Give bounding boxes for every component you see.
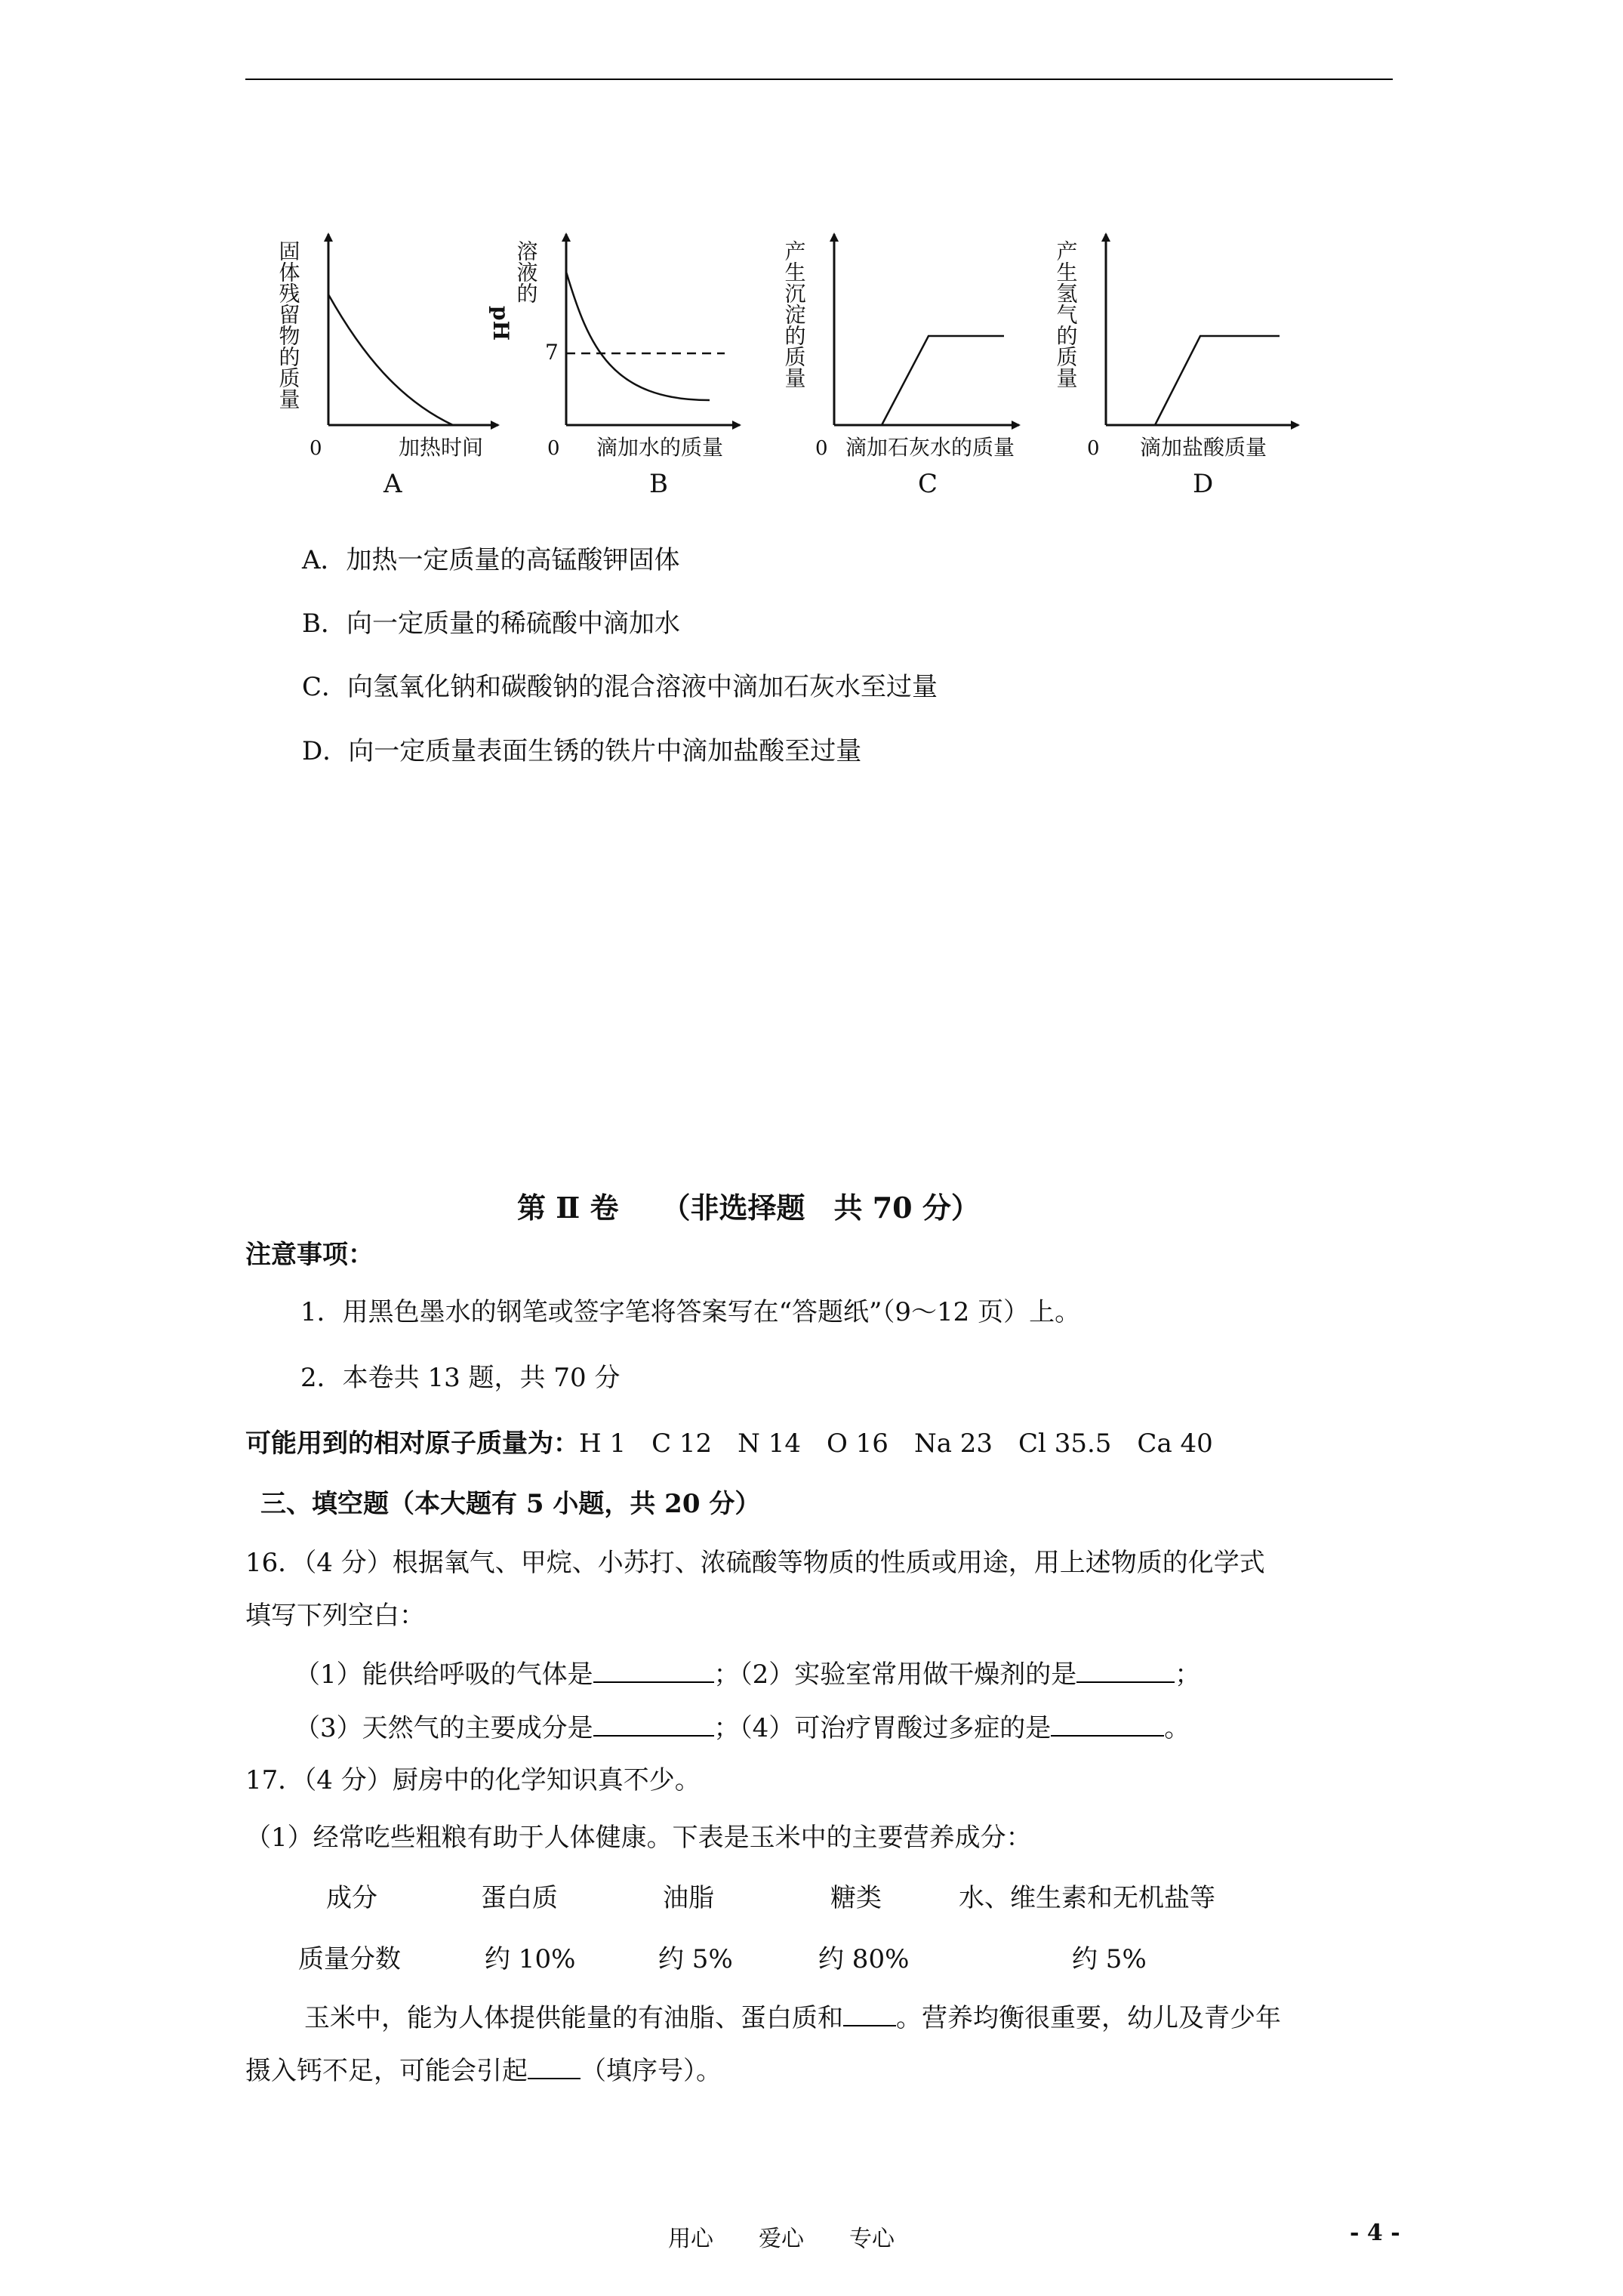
table-value-3: 约 80% [818, 1944, 910, 1974]
table-header-3: 糖类 [830, 1883, 882, 1913]
graph-d-origin: 0 [1087, 437, 1100, 460]
graph-b-ylabel-part1: 溶液的 [513, 240, 539, 304]
graph-c-ylabel: 产生沉淀的质量 [781, 240, 807, 388]
q16-line-2: （3）天然气的主要成分是 ；（4）可治疗胃酸过多症的是 。 [294, 1713, 1190, 1743]
q17-line-2: 摄入钙不足，可能会引起 （填序号）。 [245, 2056, 722, 2086]
graph-c-xlabel: 滴加石灰水的质量 [845, 435, 1015, 460]
table-value-0: 质量分数 [298, 1944, 401, 1974]
graph-a-xlabel: 加热时间 [399, 435, 484, 460]
footer-motto: 用心 爱心 专心 [668, 2226, 895, 2252]
table-header-0: 成分 [326, 1883, 377, 1913]
graph-a-letter: A [383, 469, 402, 499]
option-a: A．加热一定质量的高锰酸钾固体 [302, 545, 680, 575]
graph-c-line [882, 336, 1004, 425]
notice-2: 2．本卷共 13 题，共 70 分 [300, 1363, 621, 1393]
table-header-4: 水、维生素和无机盐等 [959, 1883, 1215, 1913]
section-title: 第 Ⅱ 卷 （非选择题 共 70 分） [517, 1191, 980, 1225]
answer-blank-6[interactable] [528, 2055, 581, 2079]
graph-b-letter: B [649, 469, 668, 499]
part3-heading: 三、填空题（本大题有 5 小题，共 20 分） [260, 1489, 761, 1519]
atomic-mass-label: 可能用到的相对原子质量为： [245, 1428, 579, 1459]
graph-d-line [1155, 336, 1280, 425]
graphs-figure [257, 219, 1344, 510]
graph-a-origin: 0 [310, 437, 322, 460]
table-value-2: 约 5% [658, 1944, 733, 1974]
option-c: C．向氢氧化钠和碳酸钠的混合溶液中滴加石灰水至过量 [302, 672, 938, 702]
answer-blank-1[interactable] [593, 1659, 714, 1683]
graph-b-xlabel: 滴加水的质量 [596, 435, 724, 460]
notice-1: 1．用黑色墨水的钢笔或签字笔将答案写在“答题纸”（9～12 页）上。 [300, 1297, 1081, 1327]
graph-b-mark: 7 [545, 340, 559, 365]
q17-stem: 17．（4 分）厨房中的化学知识真不少。 [245, 1765, 701, 1795]
q16-stem-2: 填写下列空白： [245, 1601, 425, 1631]
graph-c [782, 234, 1020, 499]
graph-d-letter: D [1193, 469, 1214, 499]
option-b: B．向一定质量的稀硫酸中滴加水 [302, 609, 680, 639]
graph-b-origin: 0 [547, 437, 560, 460]
q16-stem-1: 16．（4 分）根据氧气、甲烷、小苏打、浓硫酸等物质的性质或用途，用上述物质的化学式 [245, 1548, 1265, 1578]
page-number: - 4 - [1350, 2220, 1400, 2246]
answer-blank-5[interactable] [843, 2002, 896, 2026]
table-header-1: 蛋白质 [481, 1883, 558, 1913]
table-header-2: 油脂 [663, 1883, 714, 1913]
graph-c-origin: 0 [815, 437, 828, 460]
notice-heading: 注意事项： [245, 1240, 374, 1270]
graph-c-letter: C [918, 469, 938, 499]
option-d: D．向一定质量表面生锈的铁片中滴加盐酸至过量 [302, 736, 862, 766]
answer-blank-2[interactable] [1076, 1659, 1175, 1683]
graph-b-ylabel-ph: pH [488, 306, 513, 341]
q16-line-1: （1）能供给呼吸的气体是 ；（2）实验室常用做干燥剂的是 ； [294, 1660, 1201, 1690]
table-value-1: 约 10% [485, 1944, 576, 1974]
table-value-4: 约 5% [1072, 1944, 1147, 1974]
answer-blank-3[interactable] [593, 1712, 714, 1737]
atomic-mass-values: H 1 C 12 N 14 O 16 Na 23 Cl 35.5 Ca 40 [579, 1428, 1213, 1459]
graph-d [1054, 234, 1299, 499]
graph-d-xlabel: 滴加盐酸质量 [1140, 435, 1267, 460]
q17-line-1: 玉米中，能为人体提供能量的有油脂、蛋白质和 。营养均衡很重要，幼儿及青少年 [304, 2003, 1281, 2033]
header-rule [245, 79, 1393, 80]
answer-blank-4[interactable] [1051, 1712, 1164, 1737]
graph-b [514, 234, 741, 499]
graph-a-curve [328, 294, 453, 425]
atomic-mass-line [245, 1428, 1213, 1459]
q17-sub-1: （1）经常吃些粗粮有助于人体健康。下表是玉米中的主要营养成分： [245, 1823, 1032, 1853]
graph-d-ylabel: 产生氢气的质量 [1053, 240, 1079, 388]
graph-a-ylabel: 固体残留物的质量 [276, 240, 301, 409]
graph-a [276, 234, 499, 499]
graph-b-curve [566, 272, 710, 400]
